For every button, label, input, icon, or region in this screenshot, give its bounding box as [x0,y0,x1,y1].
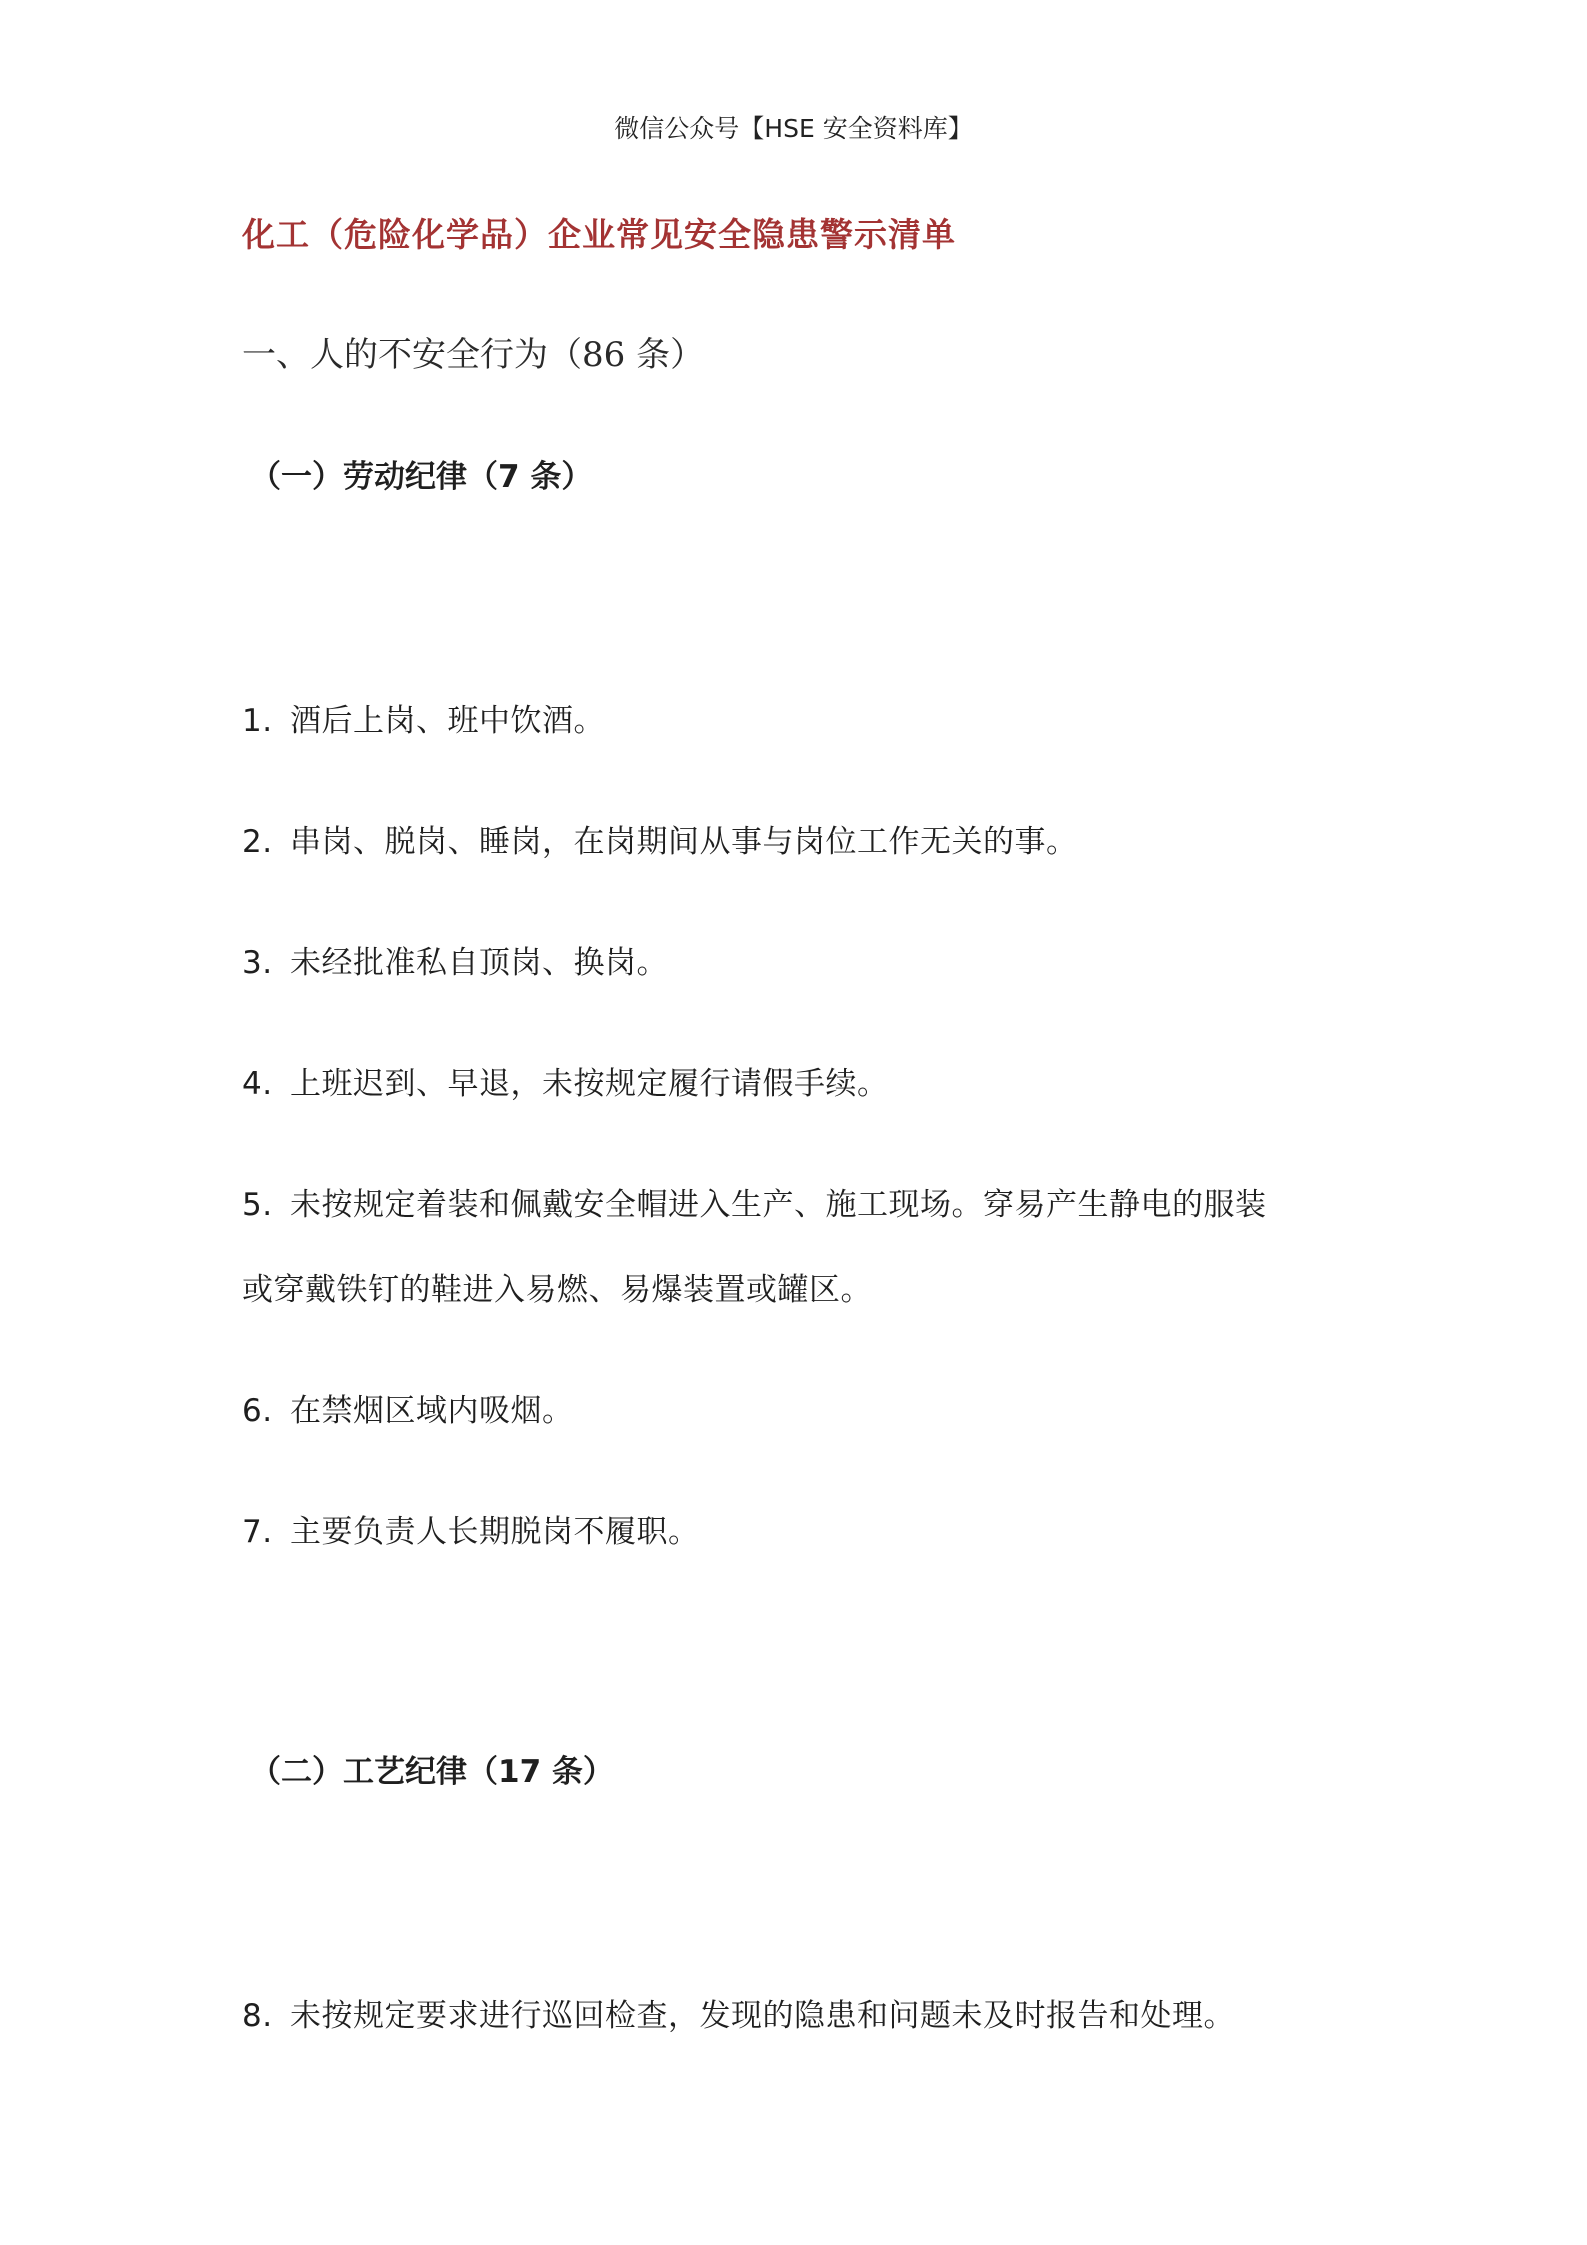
item-text: 在禁烟区域内吸烟。 [290,1393,574,1429]
list-item [242,1998,1235,2034]
list-item [242,1514,700,1550]
list-item [242,703,605,739]
list-item [242,1187,1267,1223]
item-text: 串岗、脱岗、睡岗，在岗期间从事与岗位工作无关的事。 [290,824,1078,860]
item-number: 3. [242,945,273,981]
item-text: 未经批准私自顶岗、换岗。 [290,945,668,981]
item-text: 上班迟到、早退，未按规定履行请假手续。 [290,1066,889,1102]
list-item-continuation: 或穿戴铁钉的鞋进入易燃、易爆装置或罐区。 [242,1272,872,1308]
subsection-heading-labor-discipline: （一）劳动纪律（7 条） [250,459,593,495]
item-number: 5. [242,1187,273,1223]
item-number: 1. [242,703,273,739]
item-number: 7. [242,1514,273,1550]
item-text: 未按规定着装和佩戴安全帽进入生产、施工现场。穿易产生静电的服装 [290,1187,1267,1223]
list-item [242,1066,889,1102]
section-heading: 一、人的不安全行为（86 条） [242,335,705,375]
item-text: 未按规定要求进行巡回检查，发现的隐患和问题未及时报告和处理。 [290,1998,1235,2034]
item-number: 2. [242,824,273,860]
list-item [242,1393,574,1429]
item-text: 酒后上岗、班中饮酒。 [290,703,605,739]
subsection-heading-process-discipline: （二）工艺纪律（17 条） [250,1754,614,1790]
header-note: 微信公众号【HSE 安全资料库】 [614,114,973,143]
item-number: 8. [242,1998,273,2034]
item-number: 4. [242,1066,273,1102]
item-text: 主要负责人长期脱岗不履职。 [290,1514,700,1550]
document-title: 化工（危险化学品）企业常见安全隐患警示清单 [242,215,956,254]
item-number: 6. [242,1393,273,1429]
list-item [242,945,668,981]
list-item [242,824,1078,860]
